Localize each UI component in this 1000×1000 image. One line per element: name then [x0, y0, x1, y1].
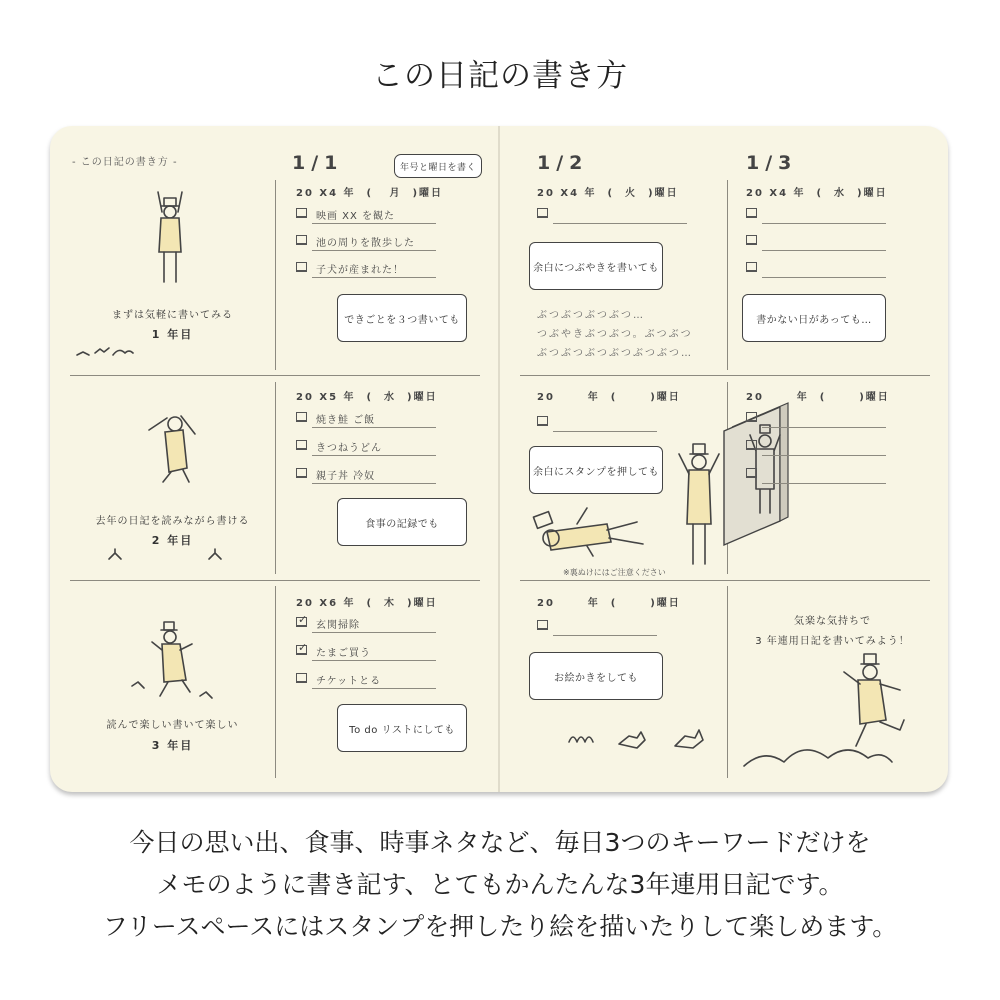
- year-weekday-line: 20 年 ( )曜日: [537, 392, 681, 403]
- date-1-1: 1/1: [292, 152, 344, 174]
- checkbox-checked[interactable]: [296, 641, 308, 655]
- character-reading-illustration: [145, 410, 215, 490]
- year-weekday-line: 20 年 ( )曜日: [537, 598, 681, 609]
- checkbox[interactable]: [746, 235, 757, 245]
- checkbox[interactable]: [537, 620, 548, 630]
- speech-bubble: 食事の記録でも: [337, 498, 467, 546]
- column-divider: [727, 180, 728, 370]
- entry-text: 焼き鮭 ご飯: [316, 415, 376, 426]
- entry-row[interactable]: [537, 616, 657, 636]
- year1-label: 1 年目: [151, 328, 194, 341]
- entry-row[interactable]: [746, 464, 886, 484]
- entry-row[interactable]: [746, 204, 886, 224]
- entry-rule: [312, 277, 436, 278]
- free-text-line: 気楽な気持ちで: [794, 616, 871, 627]
- entry-rule: [312, 223, 436, 224]
- entry-text: きつねうどん: [316, 443, 382, 454]
- checkbox[interactable]: [296, 208, 307, 218]
- speech-bubble: 余白にスタンプを押しても: [529, 446, 663, 494]
- entry-row[interactable]: [296, 464, 436, 484]
- year-weekday-line: 20 X5 年 ( 水 )曜日: [296, 392, 438, 403]
- entry-text: 親子丼 冷奴: [316, 471, 376, 482]
- entry-rule: [312, 427, 436, 428]
- column-divider: [275, 382, 276, 574]
- checkbox[interactable]: [746, 440, 757, 450]
- year3-caption: 読んで楽しい書いて楽しい: [106, 720, 239, 731]
- checkbox[interactable]: [746, 262, 757, 272]
- free-space-text: [735, 612, 930, 652]
- entry-row[interactable]: [296, 231, 436, 251]
- entry-rule: [762, 277, 886, 278]
- entry-row[interactable]: [746, 258, 886, 278]
- year-weekday-line: 20 X4 年 ( 月 )曜日: [296, 188, 444, 199]
- date-1-3: 1/3: [746, 152, 798, 174]
- year-weekday-line: 20 X6 年 ( 木 )曜日: [296, 598, 438, 609]
- description-line: 今日の思い出、食事、時事ネタなど、毎日3つのキーワードだけを: [129, 828, 871, 857]
- entry-rule: [312, 688, 436, 689]
- speech-bubble: お絵かきをしても: [529, 652, 663, 700]
- checkbox[interactable]: [296, 262, 307, 272]
- doodle-animals-icon: [567, 724, 717, 754]
- year-weekday-line: 20 X4 年 ( 火 )曜日: [537, 188, 679, 199]
- entry-text: 池の周りを散歩した: [316, 238, 415, 249]
- checkbox[interactable]: [296, 235, 307, 245]
- description-line: フリースペースにはスタンプを押したり絵を描いたりして楽しめます。: [102, 912, 898, 941]
- entry-row[interactable]: [296, 613, 436, 633]
- entry-rule: [312, 632, 436, 633]
- entry-row[interactable]: [746, 231, 886, 251]
- entry-rule: [312, 250, 436, 251]
- speech-bubble: 書かない日があっても…: [742, 294, 886, 342]
- column-divider: [275, 180, 276, 370]
- entry-row[interactable]: [296, 669, 436, 689]
- entry-rule: [553, 635, 657, 636]
- speech-bubble: To do リストにしても: [337, 704, 467, 752]
- character-jumping-illustration: [740, 650, 930, 770]
- entry-rule: [553, 431, 657, 432]
- row-divider: [520, 580, 930, 581]
- entry-rule: [312, 483, 436, 484]
- column-divider: [275, 586, 276, 778]
- note-year-weekday: 年号と曜日を書く: [394, 154, 482, 178]
- entry-rule: [762, 483, 886, 484]
- book-spine: [498, 126, 500, 792]
- checkbox[interactable]: [537, 208, 548, 218]
- entry-row[interactable]: [296, 436, 436, 456]
- mumble-text: ぶつぶつぶつぶつ…: [537, 310, 645, 321]
- check-icon: ✓: [298, 641, 308, 654]
- character-dancing-illustration: [130, 620, 220, 710]
- mumble-text: つぶやきぶつぶつ。ぶつぶつ: [537, 329, 693, 340]
- mumble-text: ぶつぶつぶつぶつぶつぶつ…: [537, 348, 693, 359]
- checkbox[interactable]: [746, 468, 757, 478]
- checkbox[interactable]: [296, 412, 307, 422]
- entry-row[interactable]: [746, 408, 886, 428]
- entry-row[interactable]: [296, 641, 436, 661]
- entry-rule: [312, 455, 436, 456]
- row-divider: [70, 580, 480, 581]
- entry-text: 映画 XX を観た: [316, 211, 396, 222]
- entry-text: たまご買う: [316, 648, 371, 659]
- free-text-line: 3 年連用日記を書いてみよう！: [755, 636, 910, 647]
- checkbox[interactable]: [537, 416, 548, 426]
- page-title: この日記の書き方: [372, 58, 628, 94]
- checkbox[interactable]: [746, 412, 757, 422]
- entry-rule: [312, 660, 436, 661]
- small-creatures-icon: [105, 545, 230, 565]
- entry-row[interactable]: [296, 204, 436, 224]
- character-arms-up-illustration: [140, 190, 200, 290]
- entry-text: 玄関掃除: [316, 620, 360, 631]
- year2-label: 2 年目: [151, 534, 194, 547]
- entry-rule: [762, 250, 886, 251]
- small-birds-icon: [75, 343, 135, 363]
- entry-text: チケットとる: [316, 676, 382, 687]
- description-line: メモのように書き記す、とてもかんたんな3年連用日記です。: [156, 870, 844, 899]
- checkbox[interactable]: [296, 440, 307, 450]
- entry-rule: [762, 223, 886, 224]
- year2-caption: 去年の日記を読みながら書ける: [95, 516, 250, 527]
- character-cheering-illustration: [675, 440, 725, 570]
- entry-row[interactable]: [537, 412, 657, 432]
- entry-row[interactable]: [746, 436, 886, 456]
- fallen-character-illustration: [527, 500, 667, 560]
- entry-rule: [762, 455, 886, 456]
- year-weekday-line: 20 X4 年 ( 水 )曜日: [746, 188, 888, 199]
- entry-rule: [762, 427, 886, 428]
- checkbox-checked[interactable]: [296, 613, 308, 627]
- year-weekday-line: 20 年 ( )曜日: [746, 392, 890, 403]
- speech-bubble: 余白につぶやきを書いても: [529, 242, 663, 290]
- entry-row[interactable]: [296, 408, 436, 428]
- date-1-2: 1/2: [537, 152, 589, 174]
- entry-rule: [553, 223, 687, 224]
- speech-bubble: できごとを３つ書いても: [337, 294, 467, 342]
- entry-row[interactable]: [296, 258, 436, 278]
- check-icon: ✓: [298, 613, 308, 626]
- entry-row[interactable]: [537, 204, 687, 224]
- bleed-through-note: ※裏ぬけにはご注意ください: [563, 568, 666, 577]
- entry-text: 子犬が産まれた！: [316, 265, 404, 276]
- checkbox[interactable]: [746, 208, 757, 218]
- year1-caption: まずは気軽に書いてみる: [112, 310, 233, 321]
- checkbox[interactable]: [296, 673, 307, 683]
- column-divider: [727, 586, 728, 778]
- row-divider: [520, 375, 930, 376]
- row-divider: [70, 375, 480, 376]
- how-to-label: - この日記の書き方 -: [72, 157, 178, 168]
- checkbox[interactable]: [296, 468, 307, 478]
- year3-label: 3 年目: [151, 739, 194, 752]
